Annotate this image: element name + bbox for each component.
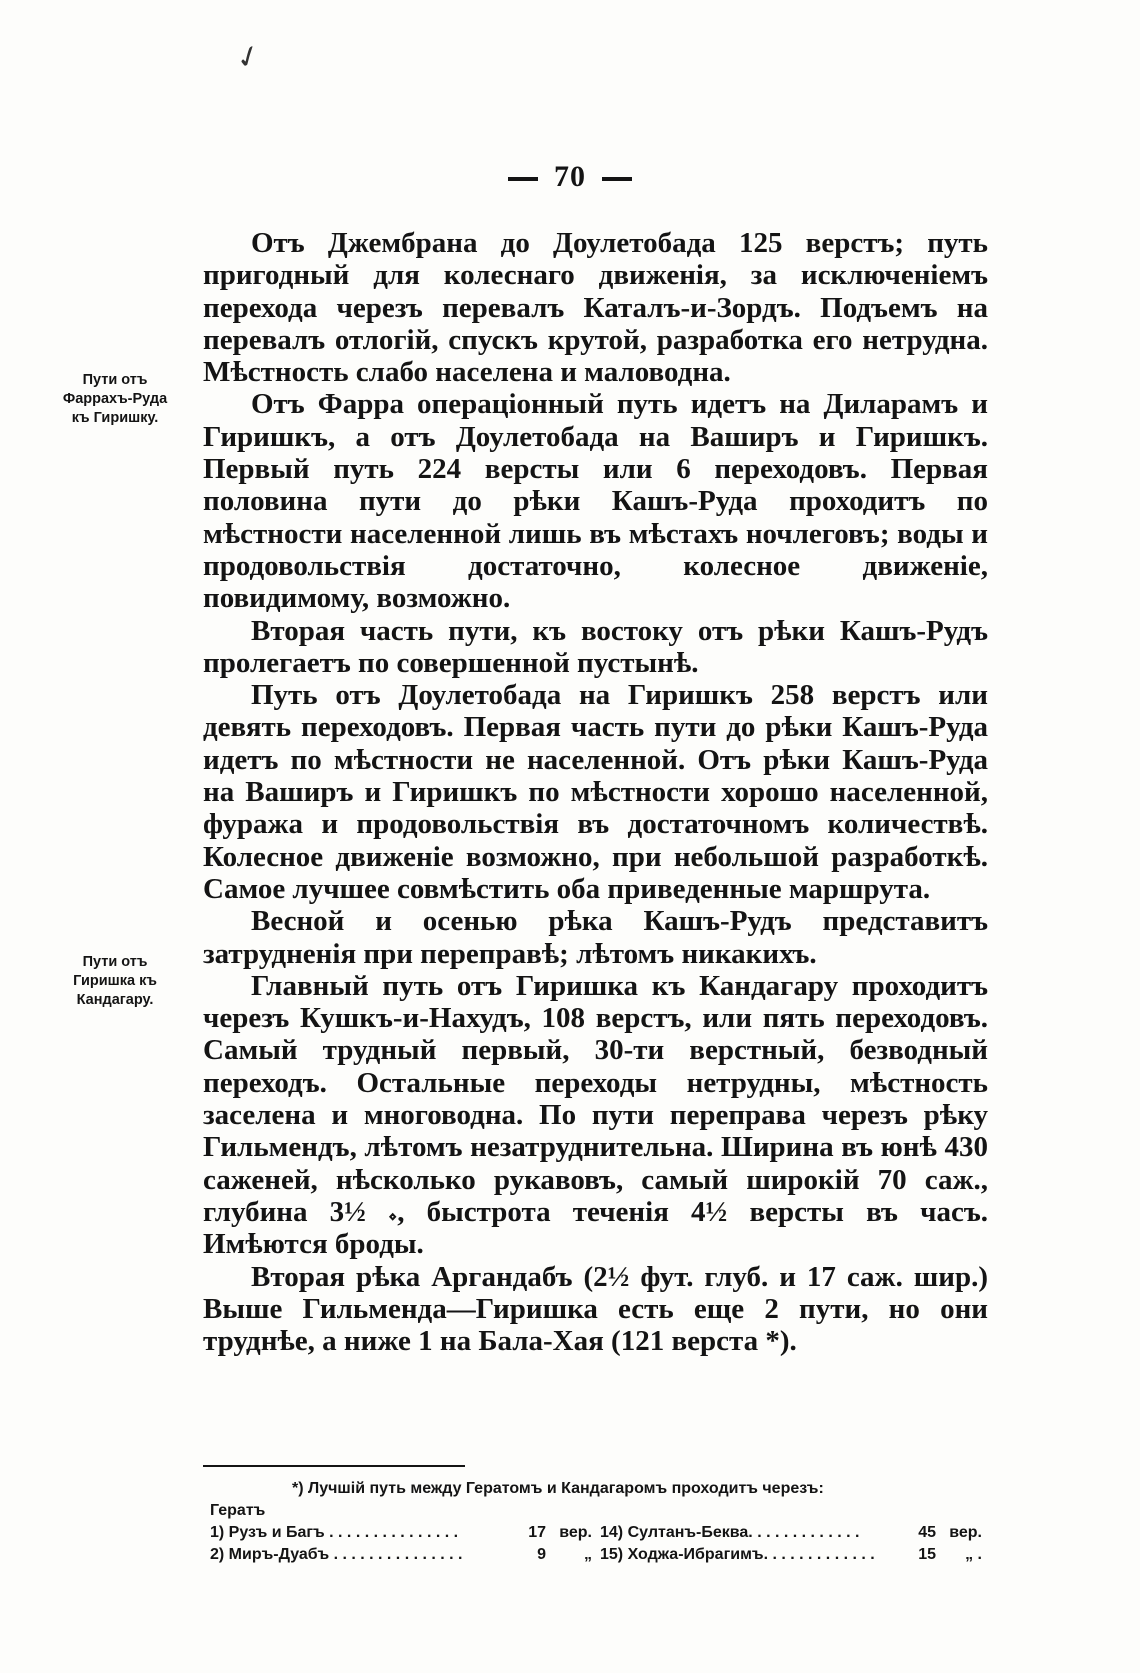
route-stop-unit: вер. bbox=[949, 1524, 982, 1541]
paragraph-farrah: Отъ Фарра операціонный путь идетъ на Диларамъ и Гиришкъ, а отъ Доулетобада на Ваширъ и Гиришкъ. Первый путь 224 версты или 6 переходовъ. Первая половина пути до рѣки Кашъ-Руда проходитъ по мѣстности населенной лишь въ мѣстахъ ночлеговъ; воды и продовольствія достаточно, колесное движеніе, повидимому, возможно. bbox=[203, 388, 988, 615]
dash-right bbox=[602, 177, 632, 181]
route-stop-unit: „ bbox=[584, 1546, 592, 1563]
paragraph-jembran: Отъ Джембрана до Доулетобада 125 верстъ; путь пригодный для колеснаго движенія, за исключеніемъ перехода черезъ перевалъ Каталъ-и-Зордъ. Подъемъ на перевалъ отлогій, спускъ крутой, разработка его нетрудна. Мѣстность слабо населена и маловодна. bbox=[203, 227, 988, 389]
route-stop-name: 2) Миръ-Дуабъ . . . . . . . . . . . . . . . bbox=[210, 1546, 463, 1563]
paragraph-argandab: Вторая рѣка Аргандабъ (2½ фут. глуб. и 17 саж. шир.) Выше Гильменда—Гиришка есть еще 2 пути, но они труднѣе, а ниже 1 на Бала-Хая (121 верста *). bbox=[203, 1260, 988, 1358]
route-stop-name: 1) Рузъ и Багъ . . . . . . . . . . . . . . . bbox=[210, 1524, 459, 1541]
footnote-rule bbox=[203, 1465, 465, 1467]
pencil-check-mark: ✓ bbox=[231, 37, 267, 78]
margin-note-farrah-route: Пути отъ Фаррахъ-Руда къ Гиришку. bbox=[62, 372, 168, 426]
footnote-row bbox=[210, 1544, 1000, 1566]
dash-left bbox=[508, 177, 538, 181]
route-stop-unit: вер. bbox=[559, 1524, 592, 1541]
paragraph-main-route: Главный путь отъ Гиришка къ Кандагару проходитъ черезъ Кушкъ-и-Нахудъ, 108 верстъ, или пять переходовъ. Самый трудный первый, 30-ти верстный, безводный переходъ. Остальные переходы нетрудны, мѣстность заселена и многоводна. По пути переправа черезъ рѣку Гильмендъ, лѣтомъ незатруднительна. Ширина въ юнѣ 430 саженей, нѣсколько рукавовъ, самый широкій 70 саж., глубина 3½ 𝆹, быстрота теченія 4½ версты въ часъ. Имѣются броды. bbox=[203, 969, 988, 1261]
footnote-row bbox=[210, 1522, 1000, 1544]
route-stop-name: 15) Ходжа-Ибрагимъ. . . . . . . . . . . . . bbox=[600, 1546, 875, 1563]
route-stop-distance: 15 bbox=[918, 1546, 936, 1563]
body-text bbox=[203, 227, 988, 1357]
page-number bbox=[0, 160, 1140, 194]
route-stop-distance: 17 bbox=[528, 1524, 546, 1541]
route-stop-name: 14) Султанъ-Беква. . . . . . . . . . . . . bbox=[600, 1524, 860, 1541]
paragraph-kash-rud: Вторая часть пути, къ востоку отъ рѣки Кашъ-Рудъ пролегаетъ по совершенной пустынѣ. bbox=[203, 614, 988, 679]
margin-note-girishk-route: Пути отъ Гиришка къ Кандагару. bbox=[73, 954, 157, 1008]
route-stop-unit: „ . bbox=[965, 1546, 982, 1563]
route-stop-distance: 9 bbox=[537, 1546, 546, 1563]
page-number-value: 70 bbox=[554, 160, 586, 193]
route-stop-distance: 45 bbox=[918, 1524, 936, 1541]
paragraph-douletobad: Путь отъ Доулетобада на Гиришкъ 258 верстъ или девять переходовъ. Первая часть пути до рѣки Кашъ-Руда идетъ по мѣстности не населенной. Отъ рѣки Кашъ-Руда на Ваширъ и Гиришкъ по мѣстности хорошо населенной, фуража и продовольствія въ достаточномъ количествѣ. Колесное движеніе возможно, при небольшой разработкѣ. Самое лучшее совмѣстить оба приведенные маршрута. bbox=[203, 679, 988, 905]
footnote-heading: *) Лучшій путь между Гератомъ и Кандагаромъ проходитъ черезъ: bbox=[292, 1480, 824, 1497]
footnote bbox=[210, 1478, 1000, 1566]
paragraph-spring-autumn: Весной и осенью рѣка Кашъ-Рудъ представитъ затрудненія при переправѣ; лѣтомъ никакихъ. bbox=[203, 905, 988, 970]
footnote-start: Гератъ bbox=[210, 1502, 266, 1519]
